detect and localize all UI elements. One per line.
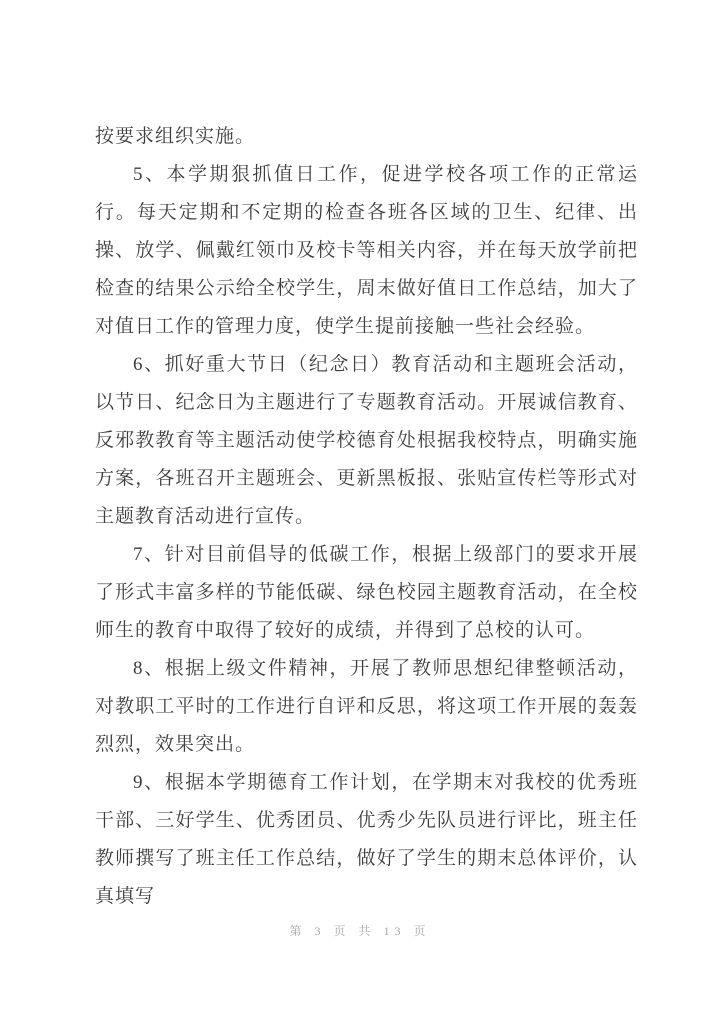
page-number-footer: 第 3 页 共 13 页: [289, 924, 431, 938]
document-body: [95, 118, 638, 916]
paragraph: 7、针对目前倡导的低碳工作，根据上级部门的要求开展了形式丰富多样的节能低碳、绿色校园主题教育活动，在全校师生的教育中取得了较好的成绩，并得到了总校的认可。: [95, 544, 638, 641]
paragraph: 8、根据上级文件精神，开展了教师思想纪律整顿活动，对教职工平时的工作进行自评和反思，将这项工作开展的轰轰烈烈，效果突出。: [95, 658, 638, 755]
paragraph: 5、本学期狠抓值日工作，促进学校各项工作的正常运行。每天定期和不定期的检查各班各区域的卫生、纪律、出操、放学、佩戴红领巾及校卡等相关内容，并在每天放学前把检查的结果公示给全校学生，周末做好值日工作总结，加大了对值日工作的管理力度，使学生提前接触一些社会经验。: [95, 164, 638, 337]
paragraph: 9、根据本学期德育工作计划，在学期末对我校的优秀班干部、三好学生、优秀团员、优秀少先队员进行评比，班主任教师撰写了班主任工作总结，做好了学生的期末总体评价，认真填写: [95, 772, 638, 907]
paragraph: 按要求组织实施。: [95, 126, 256, 147]
paragraph: 6、抓好重大节日（纪念日）教育活动和主题班会活动，以节日、纪念日为主题进行了专题教育活动。开展诚信教育、反邪教教育等主题活动使学校德育处根据我校特点，明确实施方案，各班召开主题班会、更新黑板报、张贴宣传栏等形式对主题教育活动进行宣传。: [95, 354, 638, 527]
